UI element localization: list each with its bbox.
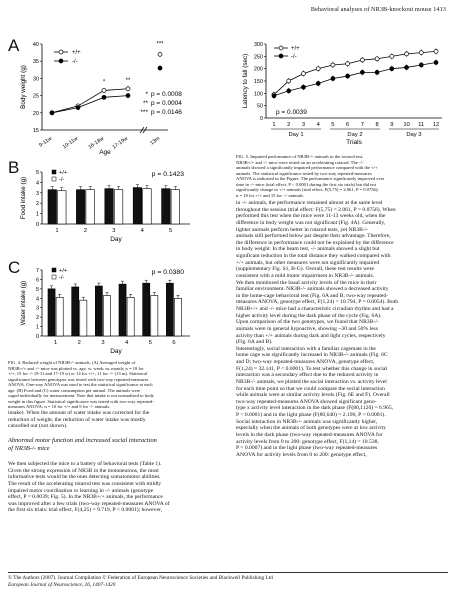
- data-point: [287, 89, 291, 93]
- data-point: [390, 54, 394, 58]
- body-line: NR3B+/+ and -/- mice had a characteristic circadian rhythm and had a: [236, 306, 394, 312]
- body-line: significant reduction in the total distance they walked compared with: [236, 253, 391, 259]
- bar: [174, 298, 181, 336]
- body-line: P = 0.0007) and in the light phase (two-way repeated-measures: [236, 445, 378, 452]
- caption-line: FIG. 4. Reduced weight of NR3B-/- animals. (A) Averaged weight of: [8, 360, 136, 365]
- legend-marker: [52, 170, 56, 174]
- body-line: especially when the animals of both genotypes were at low activity: [236, 425, 387, 432]
- caption-line: age. (B) Food and (C) water consumption per animal. The animals were: [8, 387, 141, 393]
- body-line: while animals were at similar activity levels (Fig. 6E and F). Overall: [236, 392, 390, 399]
- data-point: [405, 52, 409, 56]
- bar: [162, 189, 171, 224]
- y-tick-label: 1: [35, 324, 39, 331]
- body-line: (Fig. 6A and B).: [236, 339, 273, 346]
- legend-marker: [52, 275, 56, 279]
- legend-label: -/-: [72, 59, 78, 65]
- body-line: +/+ animals, but other measures were not significantly impaired: [236, 259, 380, 266]
- data-point: [434, 49, 438, 53]
- caption-line: ANOVA is indicated in the Figure. The performance significantly improved over: [236, 176, 385, 182]
- body-line: We then subjected the mice to a battery of behavioral tests (Table 1).: [8, 461, 162, 467]
- legend-label: -/-: [59, 177, 65, 183]
- running-header: Behavioral analyses of NR3B-knockout mouse 1413: [310, 6, 446, 13]
- body-line: The result of the accelerating rotarod test was consistent with mildly: [8, 480, 162, 487]
- caption-line: significance between genotypes was tested with two-way repeated-measures: [8, 376, 149, 382]
- x-tick-label: 9: [390, 122, 394, 128]
- x-tick-label: 8: [375, 122, 379, 128]
- body-line: NR3B-/- animals, we plotted the social interaction vs. activity level: [236, 378, 387, 385]
- data-point: [316, 81, 320, 85]
- y-tick-label: 100: [253, 91, 263, 98]
- y-tick-label: 5: [35, 170, 39, 176]
- data-point: [360, 70, 364, 74]
- body-line: in body weight. In the beam test, -/- animals showed a slight but: [236, 246, 380, 253]
- caption-line: n = 18 for +/+ and 15 for -/- animals.: [236, 192, 304, 198]
- x-tick-label: 5: [148, 340, 152, 346]
- bar: [103, 295, 110, 336]
- series-line: [52, 96, 128, 113]
- bar: [48, 190, 57, 224]
- series-line: [274, 63, 436, 96]
- body-line: in the home-cage behavioral test (Fig. 6A and B; two-way repeated-: [236, 292, 389, 299]
- fig5-rotarod-chart: [238, 36, 450, 148]
- legend-label: -/-: [59, 275, 65, 281]
- bar: [133, 188, 142, 224]
- bar: [72, 287, 79, 336]
- section-title-line: Abnormal motor function and increased social interaction: [8, 437, 157, 444]
- body-line: was improved after a few trials (two-way repeated-measures ANOVA of: [8, 500, 170, 507]
- data-point: [346, 62, 350, 66]
- p-value-star: **: [142, 100, 148, 107]
- legend-marker: [279, 54, 283, 58]
- left-column-text-2: [8, 461, 218, 514]
- y-tick-label: 4: [35, 296, 39, 303]
- y-tick-label: 7: [35, 268, 39, 274]
- x-tick-label: 16-18w: [87, 135, 106, 151]
- body-line: levels in the dark phase (two-way repeated-measures ANOVA for: [236, 431, 383, 438]
- legend-label: +/+: [72, 50, 81, 56]
- day-label: Day 2: [347, 132, 363, 138]
- bar: [171, 190, 180, 224]
- y-tick-label: 1: [35, 211, 39, 218]
- data-point: [50, 111, 54, 115]
- y-tick-label: 40: [32, 42, 39, 48]
- fig4a-body-weight-chart: [18, 38, 204, 156]
- caption-line: animals showed a significantly impaired performance compared with the +/+: [236, 165, 378, 171]
- body-line: Upon comparison of the two genotypes, we found that NR3B-/-: [236, 319, 379, 326]
- body-line: informative tests would be the ones detecting somatomotor abilities.: [8, 474, 161, 481]
- data-point: [158, 52, 162, 56]
- day-label: Day 1: [288, 132, 304, 138]
- caption-line: weight in this figure. Statistical significance was tested with two-way repeated-: [8, 398, 154, 404]
- y-tick-label: 6: [35, 277, 39, 284]
- data-point: [346, 74, 350, 78]
- y-tick-label: 150: [253, 79, 263, 85]
- bar: [80, 300, 87, 336]
- x-axis-label: Trials: [346, 139, 362, 146]
- legend-marker: [279, 46, 283, 50]
- body-line: consistent with a mild motor impairment in NR3B-/- animals.: [236, 272, 375, 279]
- panel-c-letter: C: [8, 258, 21, 277]
- body-line: measures ANOVA, genotype effect, F(1,24) = 10.794, P = 0.0054). Both: [236, 299, 399, 306]
- data-point: [390, 67, 394, 71]
- data-point: [419, 51, 423, 55]
- bar: [105, 189, 114, 224]
- body-line: difference in body weight was not significant (Fig. 4A). Generally,: [236, 219, 386, 226]
- body-line: P < 0.0001) and in the light phase (F(80,640) = 2.196, P < 0.0001).: [236, 412, 386, 418]
- data-point: [434, 61, 438, 65]
- x-axis-label: Day: [110, 348, 122, 355]
- figure-5-caption: [236, 154, 448, 198]
- x-tick-label: 2: [77, 340, 81, 346]
- bar: [58, 191, 67, 224]
- bar: [95, 286, 102, 336]
- x-tick-label: 4: [140, 228, 144, 234]
- p-value: p = 0.0039: [276, 109, 307, 116]
- p-value: p = 0.1423: [151, 171, 184, 178]
- body-line: effect, P = 0.0039; Fig. 5). In the NR3B+/+ animals, the performance: [8, 494, 163, 501]
- x-tick-label: 13m: [149, 135, 162, 147]
- data-point: [316, 67, 320, 71]
- legend-marker: [52, 177, 56, 181]
- y-tick-label: 3: [35, 190, 39, 197]
- y-tick-label: 200: [253, 66, 263, 73]
- caption-line: caged individually for measurement. Note that intake is not normalized to body: [8, 393, 154, 399]
- p-value-star: *: [145, 91, 148, 98]
- body-line: reduction of weight, the reduction of water intake was mostly: [8, 416, 146, 423]
- legend-marker: [59, 59, 63, 63]
- x-tick-label: 7: [360, 122, 364, 128]
- section-title-line: of NR3B-/- mice: [8, 444, 50, 452]
- data-point: [375, 57, 379, 61]
- legend-marker: [52, 268, 56, 272]
- data-point: [287, 79, 291, 83]
- bar: [127, 297, 134, 336]
- bar: [143, 283, 150, 336]
- caption-line: FIG. 5. Impaired performance of NR3B-/- animals in the rotarod test.: [236, 154, 364, 159]
- bar: [76, 190, 85, 224]
- day-label: Day 3: [406, 132, 422, 138]
- data-point: [419, 63, 423, 67]
- legend-label: -/-: [291, 54, 297, 60]
- p-value: p = 0.0004: [151, 100, 182, 107]
- body-line: interaction was a secondary effect due to the reduced activity in: [236, 372, 379, 379]
- x-tick-label: 4: [316, 122, 320, 128]
- p-value: p = 0.0146: [151, 109, 182, 116]
- caption-line: measures ANOVA; n = 10 for +/+ and 9 for -/- animals.: [8, 404, 111, 410]
- panel-b-letter: B: [8, 158, 20, 177]
- body-line: cancelled out (not shown).: [8, 423, 68, 430]
- legend-marker: [59, 50, 63, 54]
- fig4b-food-intake-chart: [18, 160, 204, 246]
- series-line: [52, 89, 128, 113]
- significance-star: **: [125, 77, 131, 84]
- data-point: [301, 72, 305, 76]
- x-tick-label: 11: [418, 122, 425, 128]
- data-point: [126, 94, 130, 98]
- bar: [143, 189, 152, 224]
- body-line: We then monitored the basal activity levels of the mice in their: [236, 279, 377, 286]
- caption-line: +/+, 15 for -/- (9-11 and 17-19 w) or 14 for +/+, 11 for -/- (13 m). Statistical: [8, 371, 148, 377]
- p-value-star: ***: [140, 109, 148, 116]
- p-value: p = 0.0380: [151, 269, 184, 276]
- body-line: the first six trials: trial effect, F(4,25) = 9.719, P < 0.0001); however,: [8, 507, 162, 514]
- footer: [8, 575, 448, 588]
- data-point: [272, 94, 276, 98]
- data-point: [126, 87, 130, 91]
- body-line: throughout the session (trial effect: F(5,75) = 2.061, P = 0.0756). When: [236, 206, 396, 213]
- x-tick-label: 3: [301, 122, 306, 128]
- y-tick-label: 3: [35, 305, 39, 312]
- bar: [151, 295, 158, 336]
- x-tick-label: 6: [172, 340, 176, 346]
- y-axis-label: Water intake (g): [20, 280, 27, 326]
- legend-label: +/+: [59, 268, 68, 274]
- x-tick-label: 4: [124, 340, 129, 346]
- x-tick-label: 3: [112, 228, 116, 234]
- bar: [48, 289, 55, 336]
- x-tick-label: 2: [83, 228, 88, 234]
- body-line: animals still performed below par despite their advantage. Therefore,: [236, 233, 391, 240]
- p-value: p = 0.0008: [151, 91, 182, 98]
- body-line: in -/- animals, the performance remained almost at the same level: [236, 200, 383, 206]
- body-line: higher activity level during the dark phase of the cycle (Fig. 6A).: [236, 312, 382, 319]
- caption-line: NR3B+/+ and -/- mice was plotted vs. age. w, week; m, month; n = 18 for: [8, 365, 144, 371]
- x-tick-label: 1: [55, 228, 59, 234]
- body-line: home cage was significantly increased in NR3B-/- animals (Fig. 6C: [236, 352, 388, 359]
- y-tick-label: 0: [35, 334, 39, 340]
- x-tick-label: 3: [101, 340, 105, 346]
- body-line: ANOVA for activity levels from 0 to 200: genotype effect,: [236, 451, 367, 458]
- y-tick-label: 30: [32, 76, 39, 83]
- caption-line: ANOVA. One-way ANOVA was used to test the statistical significance at each: [8, 382, 153, 388]
- body-line: activity than +/+ animals during dark and light cycles, respectively: [236, 332, 386, 339]
- bar: [166, 283, 173, 336]
- data-point: [375, 70, 379, 74]
- data-point: [102, 88, 106, 92]
- right-column-text: [236, 200, 448, 458]
- footer-copyright: © The Authors (2007). Journal Compilation © Federation of European Neuroscience Societies and Blackwell Publishing Ltd: [8, 575, 273, 581]
- y-tick-label: 300: [253, 42, 263, 48]
- bar: [119, 284, 126, 336]
- x-tick-label: 1: [53, 340, 58, 346]
- x-tick-label: 10: [403, 122, 410, 128]
- panel-a-letter: A: [8, 36, 20, 55]
- data-point: [158, 66, 162, 70]
- caption-line: significantly change in +/+ animals (trial effect, F(5,75) = 2.061, P = 0.0756);: [236, 187, 379, 193]
- y-axis-label: Body weight (g): [20, 65, 27, 109]
- body-line: F(1,24) = 32.141, P < 0.0001). To test whether this change in social: [236, 365, 387, 372]
- x-tick-label: 5: [331, 122, 335, 128]
- y-tick-label: 35: [32, 59, 39, 66]
- y-tick-label: 5: [35, 286, 39, 293]
- bar: [86, 190, 95, 224]
- caption-line: animals. The statistical significance tested by two-way repeated-measures: [236, 170, 372, 176]
- x-tick-label: 6: [346, 122, 350, 128]
- body-line: for each time point so that we could compare the social interaction: [236, 385, 385, 392]
- significance-star: ***: [156, 41, 164, 48]
- y-tick-label: 20: [32, 110, 39, 117]
- x-axis-label: Age: [99, 149, 111, 156]
- y-tick-label: 250: [253, 54, 263, 61]
- body-line: animals were in general hypoactive, showing ~30 and 50% less: [236, 325, 378, 332]
- footer-rule: [8, 572, 448, 573]
- body-line: familiar environment. NR3B-/- animals showed a decreased activity: [236, 286, 389, 293]
- data-point: [405, 65, 409, 69]
- fig4c-water-intake-chart: [18, 260, 204, 358]
- footer-journal: European Journal of Neuroscience, 26, 1407-1420: [8, 581, 116, 588]
- body-line: and D; two-way repeated-measures ANOVA, genotype effect,: [236, 359, 375, 365]
- body-line: intake). When the amount of water intake was corrected for the: [8, 410, 150, 416]
- y-tick-label: 50: [256, 103, 263, 110]
- body-line: the difference in performance could not be explained by the difference: [236, 239, 394, 246]
- left-column-text-1: [8, 410, 218, 430]
- body-line: lighter animals perform better in rotarod tests, yet NR3B-/-: [236, 226, 369, 233]
- x-tick-label: 17-19w: [111, 135, 130, 151]
- y-tick-label: 4: [35, 180, 39, 187]
- body-line: impaired motor coordination or learning in -/- animals (genotype: [8, 487, 154, 494]
- y-tick-label: 2: [35, 315, 39, 322]
- legend-label: +/+: [291, 46, 300, 52]
- body-line: performed this test when the mice were 11-13 weeks old, when the: [236, 213, 386, 220]
- body-line: Social interaction in NR3B-/- animals was significantly higher,: [236, 418, 378, 425]
- x-tick-label: 9-11w: [38, 135, 54, 149]
- y-axis-label: Food intake (g): [20, 176, 27, 220]
- bar: [56, 297, 63, 336]
- y-tick-label: 2: [35, 201, 39, 208]
- y-tick-label: 15: [32, 128, 39, 134]
- data-point: [331, 63, 335, 67]
- x-axis-label: Day: [110, 236, 122, 243]
- x-tick-label: 5: [169, 228, 173, 234]
- data-point: [331, 77, 335, 81]
- y-axis-label: Latency to fall (sec): [242, 53, 249, 109]
- body-line: two-way repeated-measures ANOVA showed significant geno-: [236, 398, 377, 405]
- section-title: [8, 437, 218, 452]
- body-line: Interestingly, social interaction with a familiar cagemate in the: [236, 345, 376, 352]
- x-tick-label: 10-11w: [61, 135, 80, 151]
- x-tick-label: 12: [432, 122, 440, 128]
- data-point: [301, 85, 305, 89]
- data-point: [76, 106, 80, 110]
- caption-line: time in -/- mice (trial effect, P < 0.0001 during the first six trials) but did not: [236, 181, 377, 187]
- significance-star: *: [102, 79, 106, 86]
- x-tick-label: 2: [287, 122, 291, 128]
- bar: [114, 190, 123, 224]
- data-point: [360, 58, 364, 62]
- body-line: activity levels from 0 to 200: genotype effect, F(1,14) = 18.538,: [236, 438, 379, 445]
- body-line: Given the strong expression of NR3B in the motoneurons, the most: [8, 467, 159, 474]
- y-tick-label: 0: [259, 116, 263, 122]
- body-line: type x activity level interaction in the dark phase (F(80,1120) = 6.965,: [236, 405, 394, 412]
- legend-label: +/+: [59, 170, 68, 176]
- body-line: (supplementary Fig. S1, B-G). Overall, these test results were: [236, 266, 374, 273]
- figure-4-caption: [8, 360, 218, 410]
- y-tick-label: 0: [35, 222, 39, 228]
- caption-line: NR3B+/+ and -/- mice were tested on an accelerating rotarod. The -/-: [236, 159, 364, 165]
- data-point: [102, 95, 106, 99]
- y-tick-label: 25: [32, 93, 39, 100]
- x-tick-label: 1: [272, 122, 276, 128]
